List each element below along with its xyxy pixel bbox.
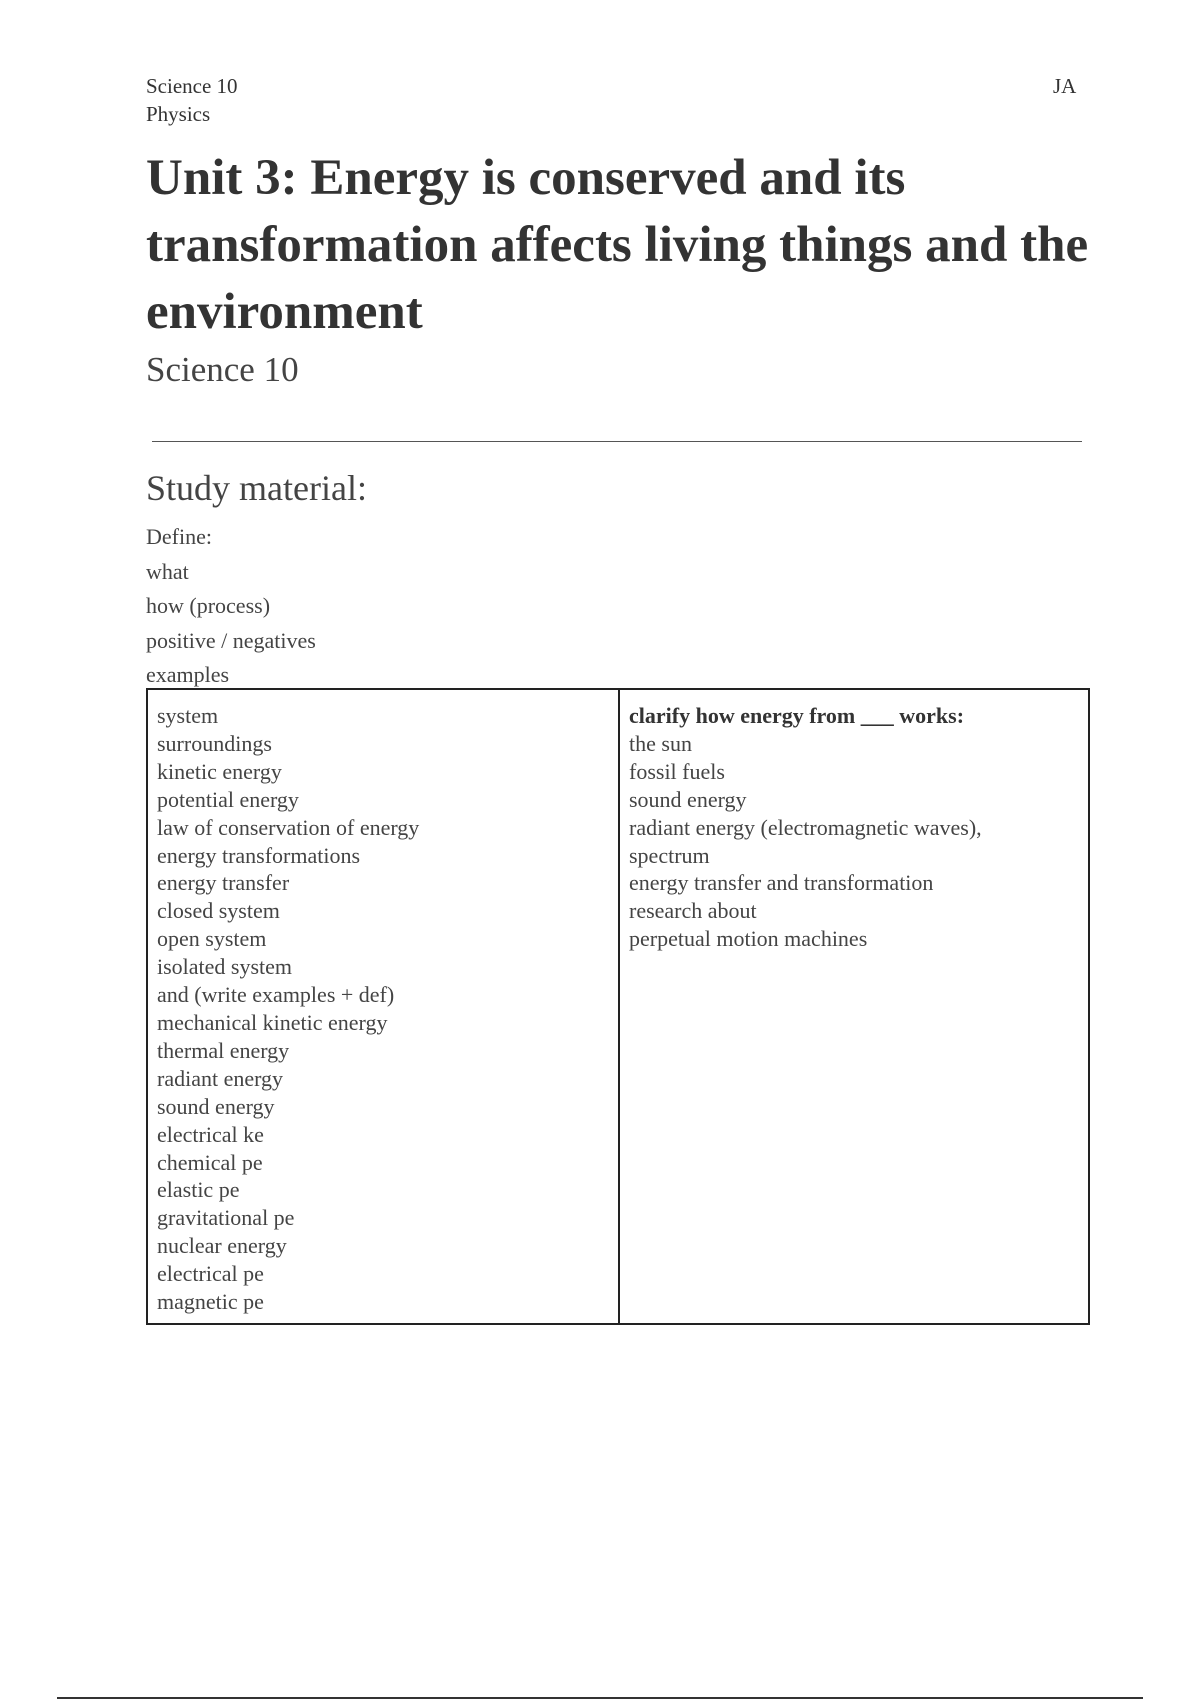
clarify-column: [620, 690, 1088, 1323]
term-item: mechanical kinetic energy: [157, 1009, 388, 1035]
define-item: Define:: [146, 524, 212, 549]
subject-label: Physics: [146, 102, 211, 126]
clarify-item: radiant energy (electromagnetic waves),: [629, 814, 982, 840]
terms-table: [146, 688, 1090, 1325]
term-item: sound energy: [157, 1093, 275, 1119]
term-item: closed system: [157, 898, 280, 924]
author-initials: JA: [1053, 74, 1077, 98]
term-item: electrical ke: [157, 1121, 264, 1147]
clarify-item: fossil fuels: [629, 758, 725, 784]
term-item: kinetic energy: [157, 758, 282, 784]
define-item: what: [146, 558, 189, 584]
terms-column: [148, 690, 620, 1323]
term-item: electrical pe: [157, 1261, 264, 1287]
term-item: radiant energy: [157, 1065, 284, 1091]
term-item: magnetic pe: [157, 1289, 264, 1315]
page-subtitle: Science 10: [146, 350, 299, 389]
course-label: Science 10: [146, 74, 238, 98]
clarify-item: research about: [629, 898, 757, 924]
define-item: positive / negatives: [146, 627, 316, 653]
term-item: system: [157, 703, 219, 728]
term-item: open system: [157, 926, 267, 952]
clarify-heading: clarify how energy from ___ works:: [629, 703, 965, 728]
term-item: energy transfer: [157, 870, 290, 896]
define-item: examples: [146, 662, 230, 687]
term-item: elastic pe: [157, 1177, 240, 1203]
term-item: surroundings: [157, 730, 272, 756]
term-item: nuclear energy: [157, 1233, 287, 1259]
define-list: [146, 520, 316, 693]
document-header: [146, 72, 238, 128]
clarify-item: perpetual motion machines: [629, 926, 868, 952]
term-item: isolated system: [157, 954, 293, 980]
page-title: Unit 3: Energy is conserved and its transformation affects living things and the environment: [146, 150, 1089, 340]
study-material-heading: Study material:: [146, 468, 367, 508]
define-item: how (process): [146, 593, 271, 618]
clarify-item: spectrum: [629, 842, 710, 868]
clarify-item: the sun: [629, 730, 692, 756]
term-item: chemical pe: [157, 1149, 263, 1175]
term-item: energy transformations: [157, 842, 361, 868]
clarify-item: energy transfer and transformation: [629, 870, 934, 896]
term-item: and (write examples + def): [157, 982, 395, 1008]
clarify-item: sound energy: [629, 786, 747, 812]
term-item: thermal energy: [157, 1037, 290, 1063]
page-bottom-rule: [57, 1697, 1143, 1699]
term-item: potential energy: [157, 786, 299, 812]
term-item: law of conservation of energy: [157, 814, 420, 840]
term-item: gravitational pe: [157, 1205, 295, 1231]
horizontal-divider: [152, 441, 1082, 442]
